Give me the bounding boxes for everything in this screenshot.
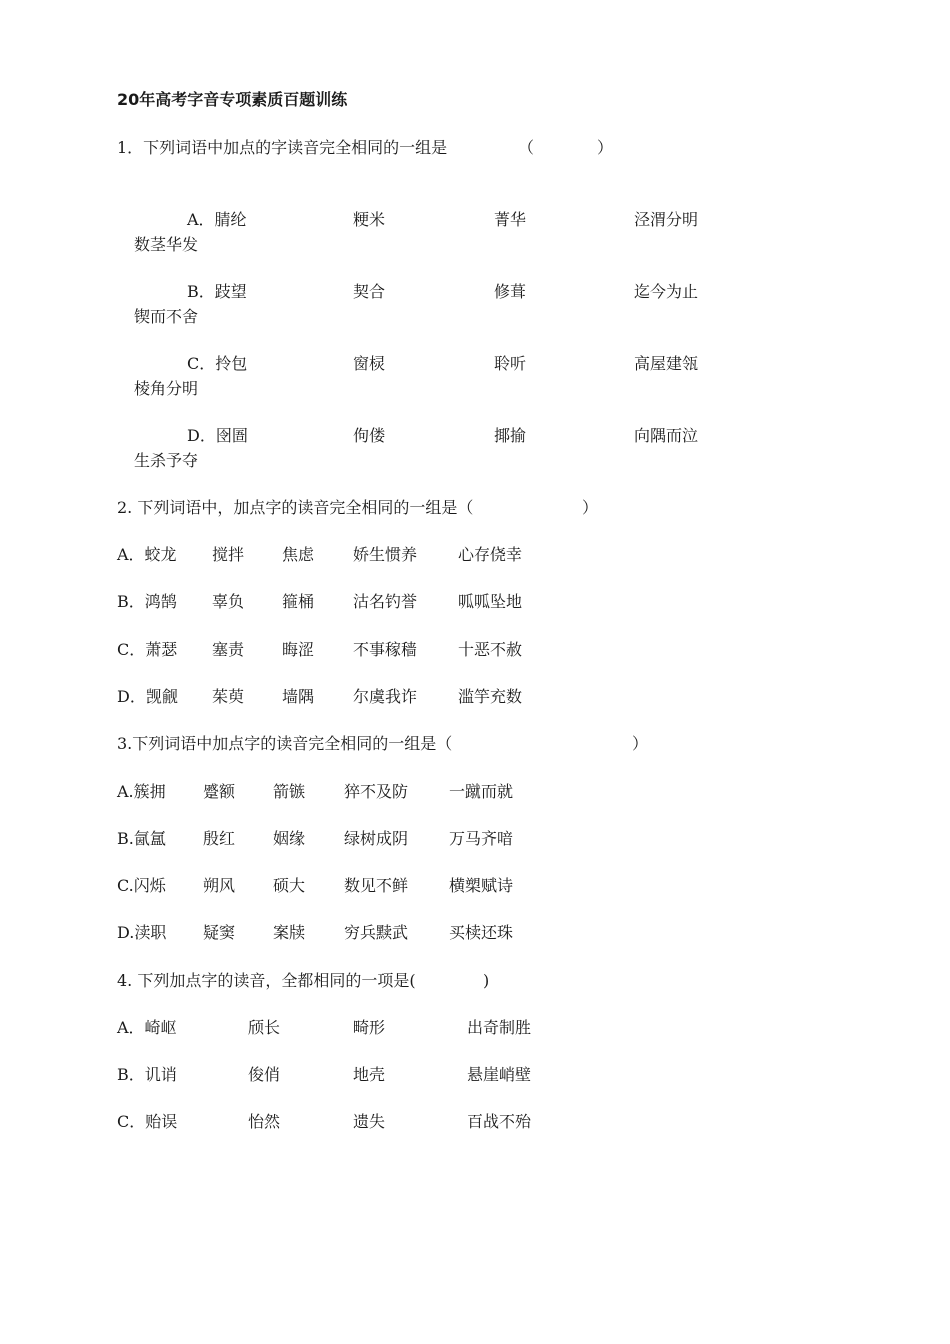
option-label: C．拎包 — [187, 354, 248, 373]
option-word: 地壳 — [353, 1065, 386, 1084]
option-word: 万马齐喑 — [449, 829, 514, 848]
option-word: 搅拌 — [212, 545, 245, 564]
option-word: 硕大 — [273, 876, 306, 895]
option-word: 佝偻 — [353, 426, 386, 445]
option-word: 畸形 — [353, 1018, 386, 1037]
option-word: 聆听 — [494, 354, 527, 373]
option-word: 疑窦 — [203, 923, 236, 942]
option-word: 箭镞 — [273, 782, 306, 801]
option-word: 横槊赋诗 — [449, 876, 514, 895]
option-word: 朔风 — [203, 876, 236, 895]
option-word: 修葺 — [494, 282, 527, 301]
option-word: 百战不殆 — [467, 1112, 532, 1131]
option-word: 棱角分明 — [134, 379, 199, 398]
option-word: 蹙额 — [203, 782, 236, 801]
option-word: 揶揄 — [494, 426, 527, 445]
option-label: C.闪烁 — [117, 876, 166, 895]
option-word: 向隅而泣 — [634, 426, 699, 445]
answer-bracket-open: （ — [518, 138, 535, 157]
option-word: 晦涩 — [282, 640, 315, 659]
option-word: 茱萸 — [212, 687, 245, 706]
option-label: A．腈纶 — [187, 210, 247, 229]
option-word: 迄今为止 — [634, 282, 699, 301]
option-label: B．讥诮 — [117, 1065, 177, 1084]
option-word: 锲而不舍 — [134, 307, 199, 326]
option-word: 一蹴而就 — [449, 782, 514, 801]
option-word: 泾渭分明 — [634, 210, 699, 229]
option-word: 数见不鲜 — [344, 876, 409, 895]
question-stem: 1．下列词语中加点的字读音完全相同的一组是 — [117, 138, 448, 157]
option-word: 契合 — [353, 282, 386, 301]
option-word: 十恶不赦 — [458, 640, 523, 659]
option-label: D.渎职 — [117, 923, 167, 942]
option-word: 塞责 — [212, 640, 245, 659]
answer-bracket-close: ） — [597, 138, 614, 157]
option-word: 俊俏 — [248, 1065, 281, 1084]
option-word: 案牍 — [273, 923, 306, 942]
question-stem: 4. 下列加点字的读音，全都相同的一项是( — [117, 971, 416, 990]
option-word: 高屋建瓴 — [634, 354, 699, 373]
option-word: 菁华 — [494, 210, 527, 229]
option-word: 绿树成阴 — [344, 829, 409, 848]
option-label: B．鸿鹄 — [117, 592, 177, 611]
option-label: C．贻误 — [117, 1112, 178, 1131]
option-word: 呱呱坠地 — [458, 592, 523, 611]
option-word: 生杀予夺 — [134, 451, 199, 470]
option-word: 姻缘 — [273, 829, 306, 848]
option-word: 尔虞我诈 — [353, 687, 418, 706]
option-word: 殷红 — [203, 829, 236, 848]
option-word: 猝不及防 — [344, 782, 409, 801]
answer-bracket-close: ） — [582, 498, 599, 517]
question-stem: 2. 下列词语中，加点字的读音完全相同的一组是（ — [117, 498, 474, 517]
question-stem: 3.下列词语中加点字的读音完全相同的一组是（ — [117, 734, 453, 753]
option-word: 沽名钓誉 — [353, 592, 418, 611]
option-word: 颀长 — [248, 1018, 281, 1037]
option-word: 滥竽充数 — [458, 687, 523, 706]
option-word: 窗棂 — [353, 354, 386, 373]
option-label: C．萧瑟 — [117, 640, 178, 659]
option-label: A．蛟龙 — [117, 545, 177, 564]
answer-bracket-close: ) — [483, 971, 490, 990]
option-word: 出奇制胜 — [467, 1018, 532, 1037]
option-label: B.氤氲 — [117, 829, 166, 848]
option-word: 不事稼穑 — [353, 640, 418, 659]
option-word: 买椟还珠 — [449, 923, 514, 942]
option-word: 粳米 — [353, 210, 386, 229]
option-label: D．囹圄 — [187, 426, 248, 445]
option-word: 焦虑 — [282, 545, 315, 564]
option-word: 怡然 — [248, 1112, 281, 1131]
option-word: 墙隅 — [282, 687, 315, 706]
option-label: A．崎岖 — [117, 1018, 177, 1037]
option-word: 辜负 — [212, 592, 245, 611]
option-word: 数茎华发 — [134, 235, 199, 254]
option-word: 娇生惯养 — [353, 545, 418, 564]
option-label: B．跂望 — [187, 282, 247, 301]
option-word: 悬崖峭壁 — [467, 1065, 532, 1084]
option-word: 箍桶 — [282, 592, 315, 611]
answer-bracket-close: ） — [632, 734, 649, 753]
option-label: A.簇拥 — [117, 782, 166, 801]
option-label: D．觊觎 — [117, 687, 178, 706]
option-word: 心存侥幸 — [458, 545, 523, 564]
option-word: 穷兵黩武 — [344, 923, 409, 942]
option-word: 遗失 — [353, 1112, 386, 1131]
page-title: 20年高考字音专项素质百题训练 — [117, 90, 348, 109]
